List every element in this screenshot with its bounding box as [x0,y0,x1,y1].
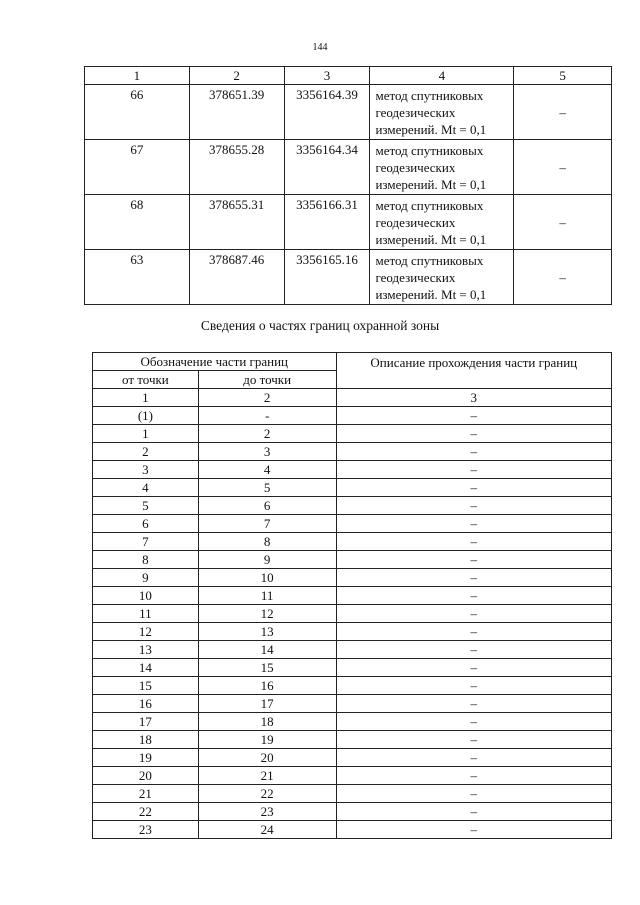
to-point-cell: 12 [198,605,336,623]
y-coordinate-cell: 3356164.39 [284,85,370,140]
column-number: 2 [198,389,336,407]
description-cell: – [336,677,611,695]
to-point-cell: 18 [198,713,336,731]
accuracy-cell: – [514,195,612,250]
table-row [93,731,612,749]
point-cell: 63 [85,250,190,305]
from-point-cell: (1) [93,407,199,425]
point-cell: 68 [85,195,190,250]
from-point-cell: 18 [93,731,199,749]
table-row [93,515,612,533]
coordinates-table [84,66,612,305]
table-row [93,605,612,623]
to-point-cell: 19 [198,731,336,749]
description-cell: – [336,803,611,821]
boundary-parts-table [92,352,612,839]
y-coordinate-cell: 3356164.34 [284,140,370,195]
table-row [93,677,612,695]
table-row [93,479,612,497]
method-line: метод спутниковых [375,88,484,103]
from-point-cell: 19 [93,749,199,767]
column-number: 5 [514,67,612,85]
table-row [93,821,612,839]
coordinates-table-body [85,67,612,305]
section-title: Сведения о частях границ охранной зоны [200,318,440,333]
from-point-cell: 8 [93,551,199,569]
table-row [85,250,612,305]
table-row [93,533,612,551]
to-point-cell: 5 [198,479,336,497]
table-row [93,749,612,767]
method-line: измерений. Mt = 0,1 [375,287,487,302]
table-row [93,659,612,677]
table-row [93,803,612,821]
to-point-cell: 17 [198,695,336,713]
to-point-cell: 10 [198,569,336,587]
description-cell: – [336,479,611,497]
column-number: 1 [93,389,199,407]
description-cell: – [336,425,611,443]
accuracy-cell: – [514,250,612,305]
description-cell: – [336,497,611,515]
to-point-cell: 21 [198,767,336,785]
table-row [93,569,612,587]
description-cell: – [336,749,611,767]
table-row [93,641,612,659]
point-cell: 67 [85,140,190,195]
accuracy-cell: – [514,85,612,140]
description-cell: – [336,407,611,425]
method-cell [370,85,514,140]
table-row [93,695,612,713]
method-line: геодезических [375,105,456,120]
method-line: геодезических [375,160,456,175]
method-line: измерений. Mt = 0,1 [375,122,487,137]
boundary-designation-header: Обозначение части границ [93,353,337,371]
table-row [93,461,612,479]
table-row [93,407,612,425]
table-row [93,623,612,641]
method-line: геодезических [375,215,456,230]
from-point-cell: 17 [93,713,199,731]
from-point-cell: 1 [93,425,199,443]
to-point-header: до точки [198,371,336,389]
to-point-cell: - [198,407,336,425]
to-point-cell: 13 [198,623,336,641]
from-point-cell: 23 [93,821,199,839]
from-point-cell: 9 [93,569,199,587]
x-coordinate-cell: 378687.46 [189,250,284,305]
description-cell: – [336,605,611,623]
x-coordinate-cell: 378655.28 [189,140,284,195]
from-point-cell: 4 [93,479,199,497]
parts-numbering-row [93,389,612,407]
table-row [93,785,612,803]
from-point-cell: 6 [93,515,199,533]
method-cell [370,250,514,305]
table-row [85,85,612,140]
table-row [93,425,612,443]
from-point-cell: 3 [93,461,199,479]
description-header: Описание прохождения части границ [336,353,611,389]
description-cell: – [336,785,611,803]
y-coordinate-cell: 3356166.31 [284,195,370,250]
to-point-cell: 8 [198,533,336,551]
description-cell: – [336,767,611,785]
from-point-cell: 16 [93,695,199,713]
to-point-cell: 3 [198,443,336,461]
description-cell: – [336,515,611,533]
from-point-cell: 11 [93,605,199,623]
to-point-cell: 2 [198,425,336,443]
column-number: 4 [370,67,514,85]
method-cell [370,195,514,250]
boundary-parts-table-body [93,353,612,839]
from-point-header: от точки [93,371,199,389]
to-point-cell: 6 [198,497,336,515]
coordinates-header-row [85,67,612,85]
from-point-cell: 14 [93,659,199,677]
from-point-cell: 22 [93,803,199,821]
to-point-cell: 24 [198,821,336,839]
from-point-cell: 13 [93,641,199,659]
from-point-cell: 20 [93,767,199,785]
table-row [93,713,612,731]
to-point-cell: 9 [198,551,336,569]
to-point-cell: 14 [198,641,336,659]
x-coordinate-cell: 378655.31 [189,195,284,250]
from-point-cell: 15 [93,677,199,695]
method-line: геодезических [375,270,456,285]
to-point-cell: 22 [198,785,336,803]
description-cell: – [336,713,611,731]
to-point-cell: 15 [198,659,336,677]
column-number: 3 [284,67,370,85]
method-line: измерений. Mt = 0,1 [375,177,487,192]
accuracy-cell: – [514,140,612,195]
description-cell: – [336,461,611,479]
table-row [93,551,612,569]
method-cell [370,140,514,195]
table-row [85,195,612,250]
description-cell: – [336,587,611,605]
table-row [93,767,612,785]
from-point-cell: 2 [93,443,199,461]
description-cell: – [336,821,611,839]
column-number: 1 [85,67,190,85]
from-point-cell: 7 [93,533,199,551]
from-point-cell: 12 [93,623,199,641]
description-cell: – [336,695,611,713]
description-cell: – [336,731,611,749]
description-cell: – [336,569,611,587]
description-cell: – [336,659,611,677]
x-coordinate-cell: 378651.39 [189,85,284,140]
to-point-cell: 23 [198,803,336,821]
y-coordinate-cell: 3356165.16 [284,250,370,305]
method-line: метод спутниковых [375,143,484,158]
to-point-cell: 16 [198,677,336,695]
column-number: 2 [189,67,284,85]
description-cell: – [336,641,611,659]
from-point-cell: 21 [93,785,199,803]
to-point-cell: 20 [198,749,336,767]
method-line: измерений. Mt = 0,1 [375,232,487,247]
description-cell: – [336,443,611,461]
description-cell: – [336,623,611,641]
from-point-cell: 5 [93,497,199,515]
point-cell: 66 [85,85,190,140]
to-point-cell: 7 [198,515,336,533]
from-point-cell: 10 [93,587,199,605]
to-point-cell: 4 [198,461,336,479]
table-row [93,443,612,461]
method-line: метод спутниковых [375,253,484,268]
table-row [93,497,612,515]
table-row [85,140,612,195]
description-cell: – [336,551,611,569]
parts-header-row [93,353,612,371]
description-cell: – [336,533,611,551]
column-number: 3 [336,389,611,407]
to-point-cell: 11 [198,587,336,605]
table-row [93,587,612,605]
page-number: 144 [312,42,328,53]
method-line: метод спутниковых [375,198,484,213]
